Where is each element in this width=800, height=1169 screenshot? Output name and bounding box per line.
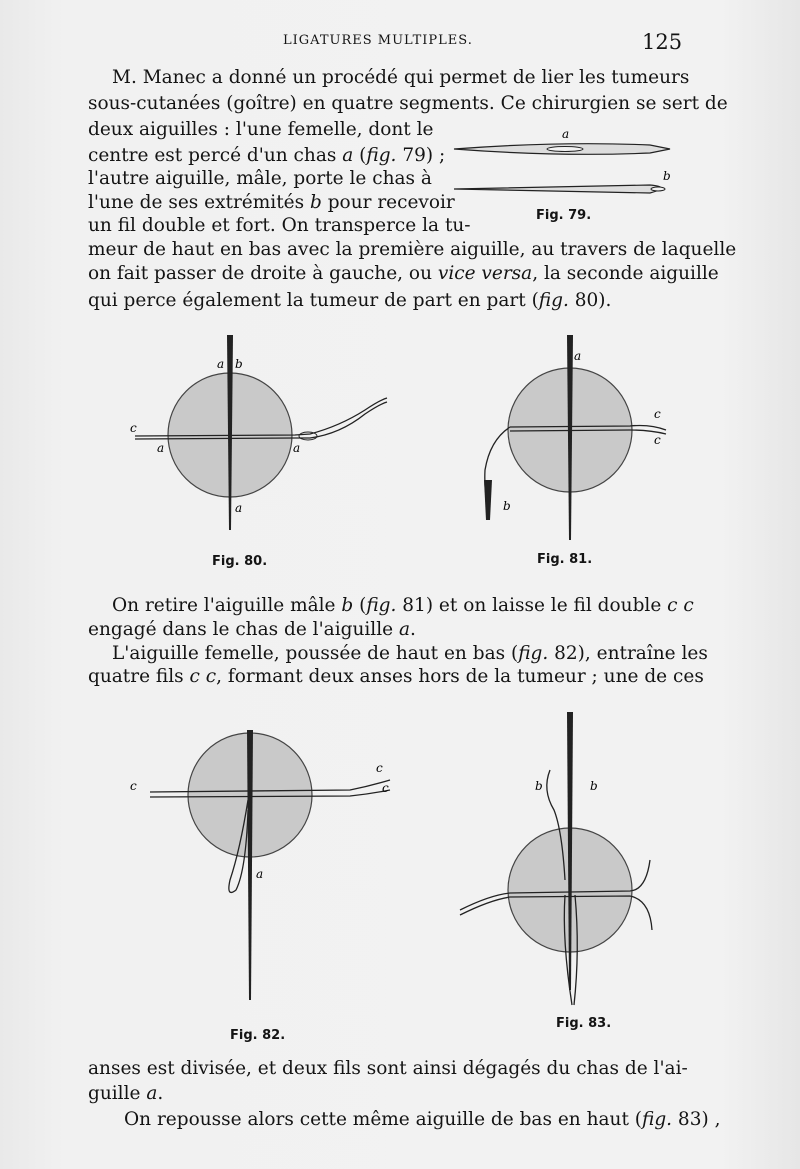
text-line: qui perce également la tumeur de part en part (fig. 80). — [88, 290, 612, 311]
label-c: c — [130, 779, 137, 793]
text-line: M. Manec a donné un procédé qui permet de lier les tumeurs — [112, 67, 690, 88]
female-needle — [247, 730, 253, 1000]
label-b: b — [235, 357, 243, 371]
figure-79-caption: Fig. 79. — [536, 208, 592, 223]
text-line: l'une de ses extrémités b pour recevoir — [88, 192, 455, 213]
text-line: quatre fils c c, formant deux anses hors de la tumeur ; une de ces — [88, 666, 704, 687]
text-line: un fil double et fort. On transperce la tu- — [88, 215, 471, 236]
text-line: l'autre aiguille, mâle, porte le chas à — [88, 168, 432, 189]
label-b-right: b — [590, 779, 598, 793]
label-a-left: a — [157, 441, 165, 455]
label-a: a — [574, 349, 582, 363]
figure-81 — [470, 330, 690, 550]
label-a: a — [562, 127, 570, 141]
page-number: 125 — [642, 30, 683, 54]
figure-80 — [125, 330, 395, 560]
text-line: On retire l'aiguille mâle b (fig. 81) et on laisse le fil double c c — [112, 595, 694, 616]
figure-83-caption: Fig. 83. — [556, 1016, 612, 1031]
text-line: guille a. — [88, 1083, 164, 1104]
label-a: a — [217, 357, 225, 371]
male-needle — [484, 480, 492, 520]
figure-80-caption: Fig. 80. — [212, 554, 268, 569]
label-c-bottom: c — [654, 433, 661, 447]
label-a-right: a — [293, 441, 301, 455]
text-line: deux aiguilles : l'une femelle, dont le — [88, 119, 434, 140]
label-a-bottom: a — [235, 501, 243, 515]
text-line: engagé dans le chas de l'aiguille a. — [88, 619, 416, 640]
text-line: meur de haut en bas avec la première aiguille, au travers de laquelle — [88, 239, 737, 260]
label-a: a — [256, 867, 264, 881]
figure-83 — [450, 710, 670, 1010]
text-line: on fait passer de droite à gauche, ou vice versa, la seconde aiguille — [88, 263, 719, 284]
running-title: LIGATURES MULTIPLES. — [283, 33, 473, 48]
text-line: sous-cutanées (goître) en quatre segments. Ce chirurgien se sert de — [88, 93, 728, 114]
needle-eye-a — [547, 147, 583, 152]
label-b: b — [503, 499, 511, 513]
label-b-left: b — [535, 779, 543, 793]
figure-82 — [130, 720, 410, 1010]
figure-82-caption: Fig. 82. — [230, 1028, 286, 1043]
text-line: centre est percé d'un chas a (fig. 79) ; — [88, 145, 446, 166]
label-c-top: c — [654, 407, 661, 421]
label-b: b — [663, 169, 671, 183]
label-c-top: c — [376, 761, 383, 775]
text-line: On repousse alors cette même aiguille de bas en haut (fig. 83) , — [124, 1109, 721, 1130]
male-needle — [454, 185, 661, 193]
needle-eye-b — [651, 187, 665, 191]
text-line: anses est divisée, et deux fils sont ainsi dégagés du chas de l'ai- — [88, 1058, 688, 1079]
label-c: c — [130, 421, 137, 435]
figure-81-caption: Fig. 81. — [537, 552, 593, 567]
text-line: L'aiguille femelle, poussée de haut en bas (fig. 82), entraîne les — [112, 643, 708, 664]
label-c-right: c — [382, 781, 389, 795]
needle-eye — [299, 432, 317, 440]
